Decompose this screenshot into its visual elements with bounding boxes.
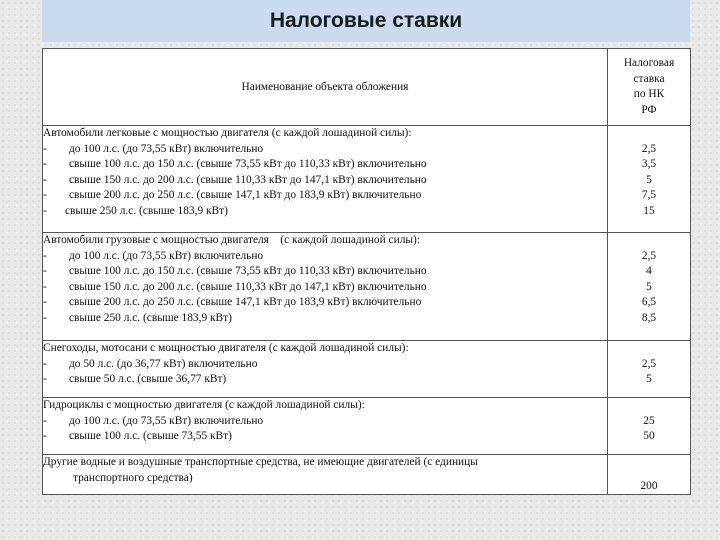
list-item: - до 50 л.с. (до 36,77 кВт) включительно [43,357,258,370]
table-row [43,398,691,455]
rate-value: 2,5 [641,142,657,155]
tax-rates-table [42,48,691,495]
rate-value: 25 [643,414,655,427]
tax-table-container [42,48,690,494]
rate-cell-other-vehicles [608,455,691,495]
category-cell-jet-skis [43,398,608,455]
list-item: - свыше 50 л.с. (свыше 36,77 кВт) [43,373,227,385]
title-bar [42,0,690,42]
rate-value: 5 [646,173,652,186]
category-cell-passenger-cars [43,126,608,233]
rate-value: 5 [646,280,652,293]
header-rate-line: Налоговая [623,57,675,69]
category-cell-trucks [43,233,608,341]
rate-value: 2,5 [641,249,657,262]
rate-cell-snowmobiles [608,341,691,398]
header-rate-line: РФ [641,103,657,116]
category-title: Снегоходы, мотосани с мощностью двигателя (с каждой лошадиной силы): [43,342,409,354]
list-item: - свыше 150 л.с. до 200 л.с. (свыше 110,33 кВт до 147,1 кВт) включительно [43,280,427,293]
table-row [43,233,691,341]
category-cell-snowmobiles [43,341,608,398]
category-title: Автомобили грузовые с мощностью двигателя (с каждой лошадиной силы): [43,234,421,246]
list-item: - свыше 150 л.с. до 200 л.с. (свыше 110,33 кВт до 147,1 кВт) включительно [43,173,427,186]
header-name-cell [43,49,608,126]
rate-value: 2,5 [641,357,657,370]
rate-cell-trucks [608,233,691,341]
list-item: - свыше 100 л.с. до 150 л.с. (свыше 73,55 кВт до 110,33 кВт) включительно [43,265,427,277]
table-row [43,455,691,495]
header-rate-cell [608,49,691,126]
rate-value: 200 [640,479,658,492]
row-text-line: Другие водные и воздушные транспортные средства, не имеющие двигателей (с единицы [43,456,478,468]
list-item: - до 100 л.с. (до 73,55 кВт) включительно [43,142,264,155]
header-rate-line: ставка [633,72,665,85]
rate-value: 3,5 [641,158,657,170]
rate-value: 15 [643,204,655,217]
category-cell-other-vehicles [43,455,608,495]
list-item: - до 100 л.с. (до 73,55 кВт) включительно [43,414,264,427]
list-item: - до 100 л.с. (до 73,55 кВт) включительно [43,249,264,262]
list-item: - свыше 250 л.с. (свыше 183,9 кВт) [43,204,228,217]
category-title: Гидроциклы с мощностью двигателя (с каждой лошадиной силы): [43,399,365,411]
table-row [43,341,691,398]
rate-value: 50 [643,430,655,442]
rate-cell-passenger-cars [608,126,691,233]
rate-value: 5 [646,373,652,385]
header-rate-line: по НК [633,88,665,100]
row-text-line: транспортного средства) [73,471,193,484]
rate-cell-jet-skis [608,398,691,455]
table-header-row [43,49,691,126]
category-title: Автомобили легковые с мощностью двигателя (с каждой лошадиной силы): [43,127,412,139]
list-item: - свыше 100 л.с. до 150 л.с. (свыше 73,55 кВт до 110,33 кВт) включительно [43,158,427,170]
list-item: - свыше 100 л.с. (свыше 73,55 кВт) [43,430,232,442]
rate-value: 6,5 [641,296,657,308]
rate-value: 7,5 [641,189,657,201]
rate-value: 4 [646,265,652,277]
table-row [43,126,691,233]
list-item: - свыше 200 л.с. до 250 л.с. (свыше 147,1 кВт до 183,9 кВт) включительно [43,296,422,308]
header-name-label: Наименование объекта обложения [241,81,409,93]
list-item: - свыше 250 л.с. (свыше 183,9 кВт) [43,311,232,324]
list-item: - свыше 200 л.с. до 250 л.с. (свыше 147,1 кВт до 183,9 кВт) включительно [43,189,422,201]
page-title: Налоговые ставки [269,9,463,32]
rate-value: 8,5 [641,311,657,324]
